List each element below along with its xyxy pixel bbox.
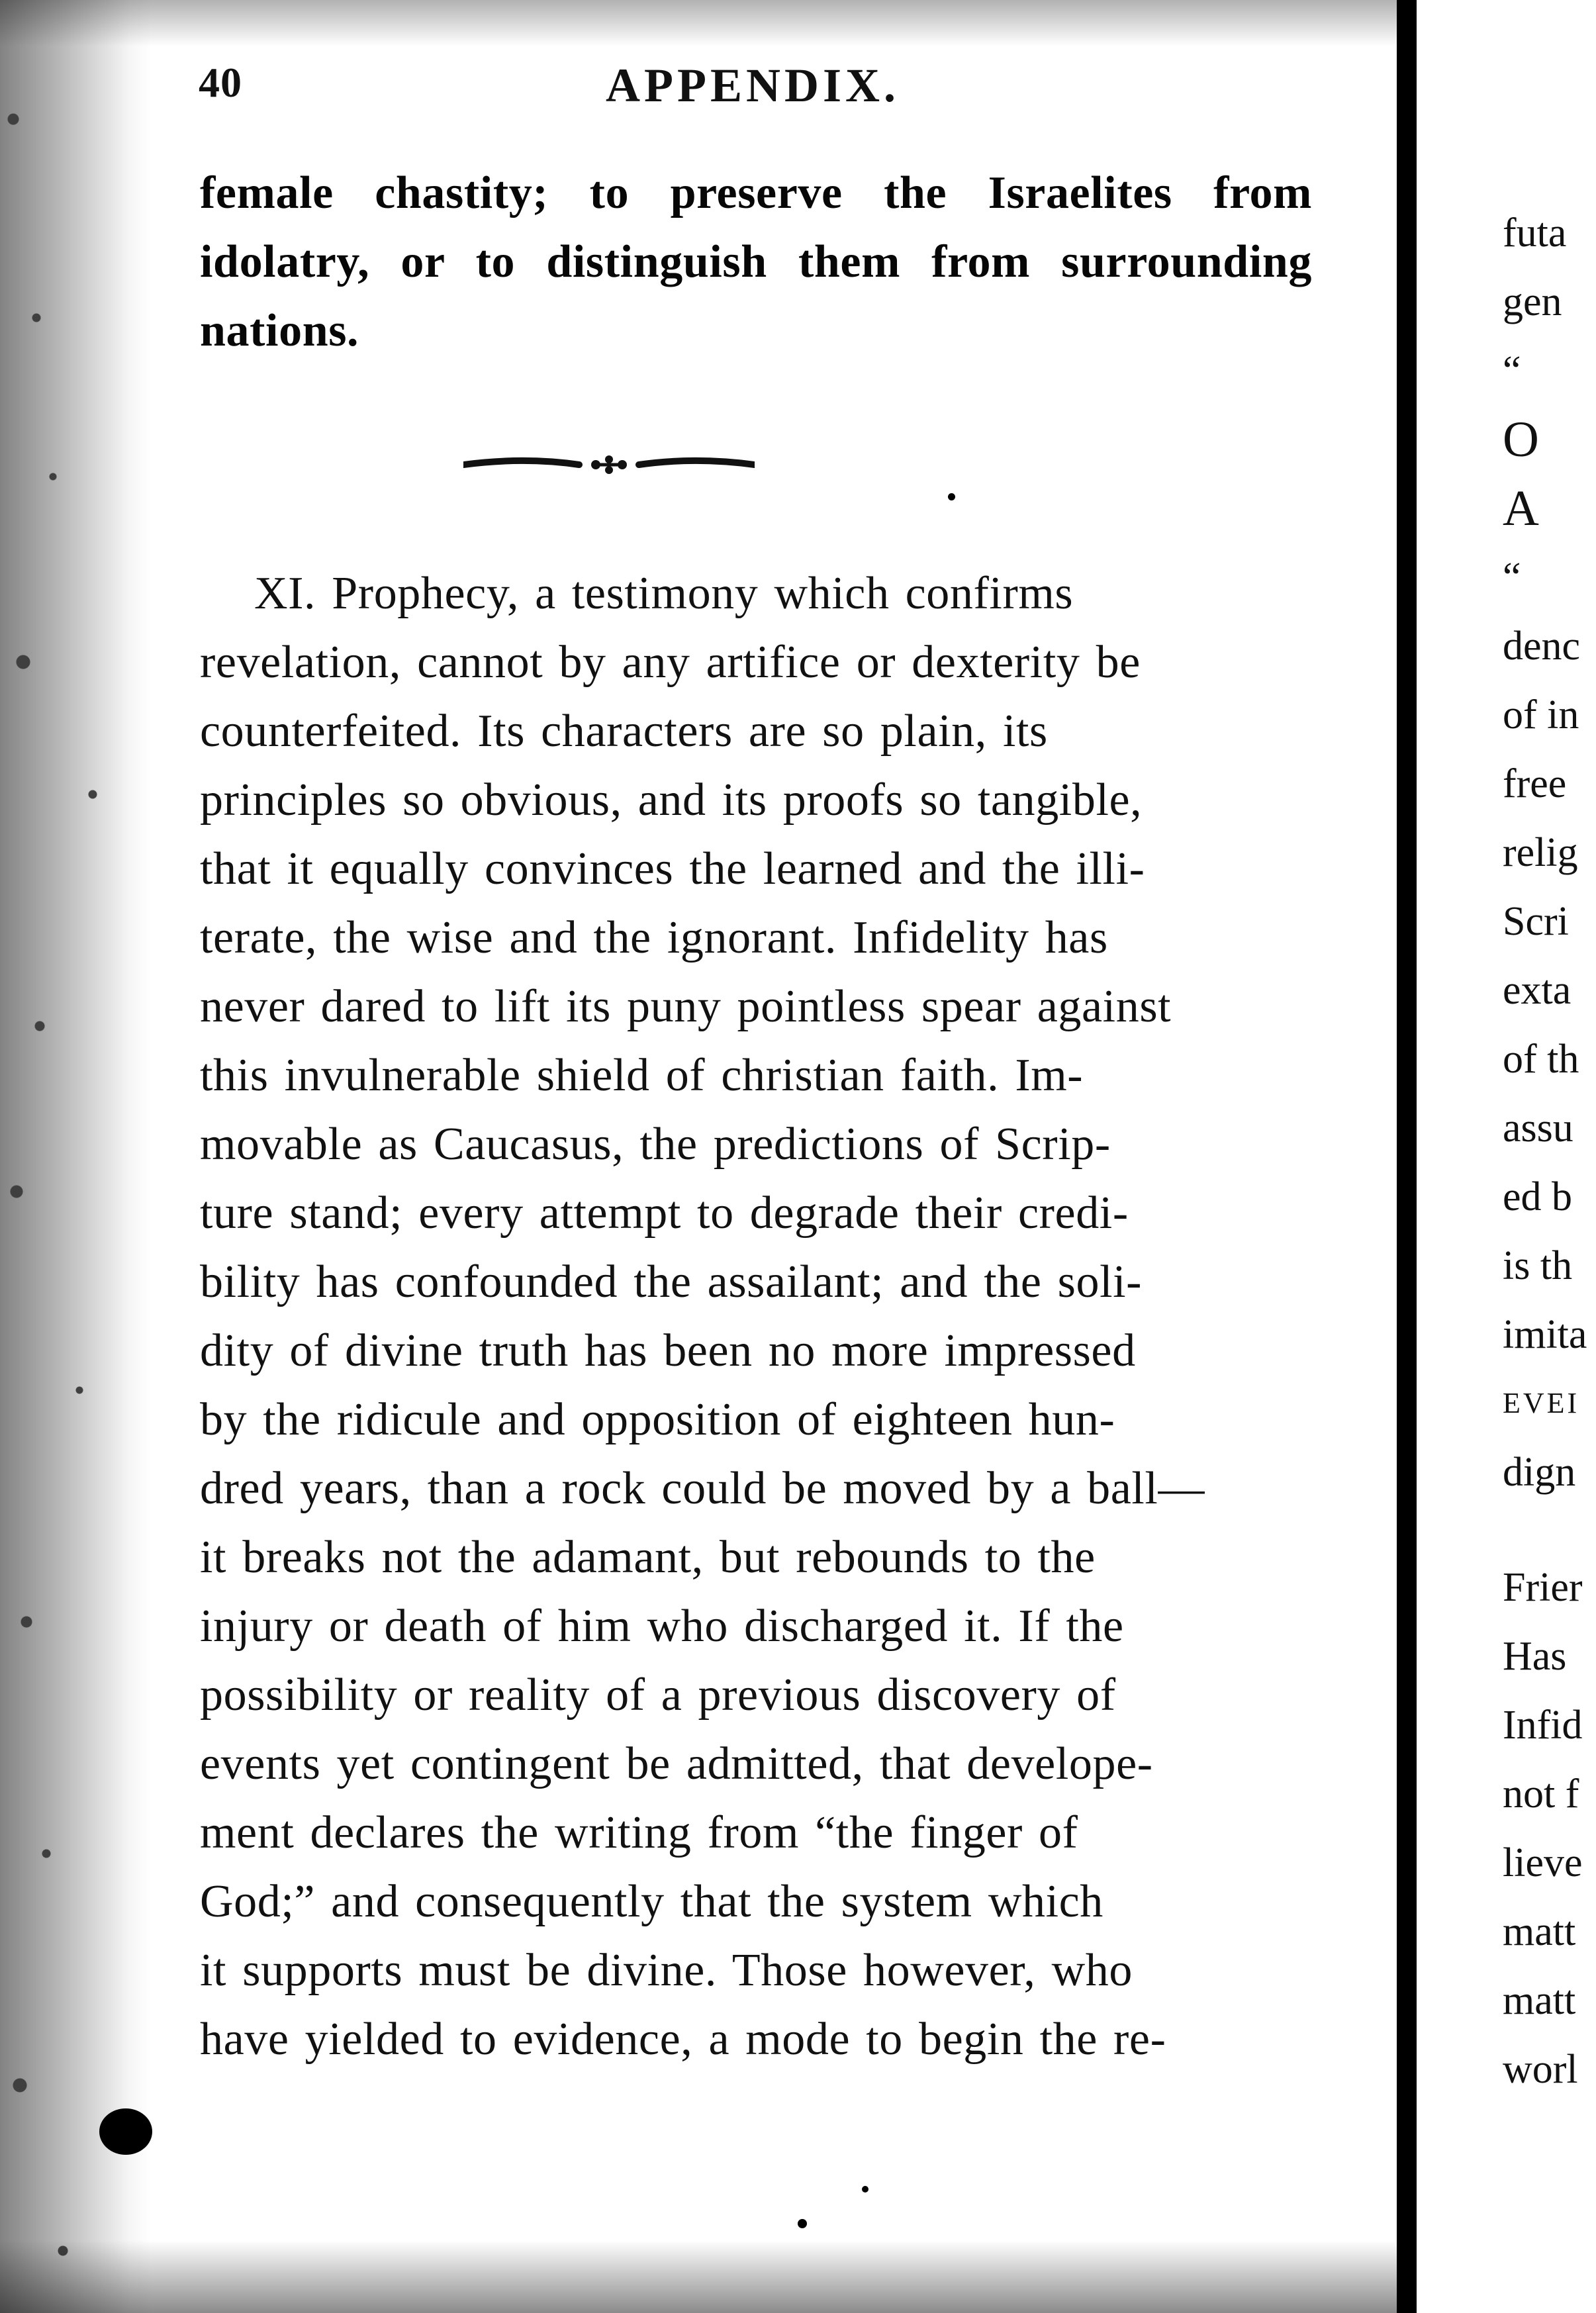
right-paragraph-gap [1503, 1507, 1595, 1553]
bottom-edge-noise [0, 2240, 1397, 2313]
section-line: that it equally convinces the learned and the illi- [200, 843, 1145, 894]
page-header [199, 58, 1324, 138]
ink-blot [99, 2108, 152, 2155]
right-line: exta [1503, 968, 1572, 1013]
right-line: futa [1503, 211, 1567, 256]
right-line: assu [1503, 1106, 1573, 1151]
right-line: dign [1503, 1450, 1576, 1495]
ink-speck [862, 2186, 868, 2193]
section-line: it supports must be divine. Those however, who [200, 1945, 1133, 1996]
right-line: Frier [1503, 1565, 1583, 1610]
right-line: free [1503, 761, 1567, 806]
section-line: bility has confounded the assailant; and the soli- [200, 1256, 1143, 1307]
section-line: XI. Prophecy, a testimony which confirms [254, 568, 1074, 619]
left-edge-noise [0, 0, 152, 2313]
section-xi [200, 559, 1312, 2074]
right-line: matt [1503, 1978, 1576, 2023]
right-line: lieve [1503, 1840, 1583, 1885]
right-line: A [1503, 481, 1540, 536]
section-line: dred years, than a rock could be moved by a ball— [200, 1463, 1205, 1514]
section-line: ture stand; every attempt to degrade their credi- [200, 1188, 1129, 1239]
section-line: this invulnerable shield of christian faith. Im- [200, 1050, 1084, 1101]
right-line: matt [1503, 1909, 1576, 1954]
section-line: counterfeited. Its characters are so plain, its [200, 706, 1048, 757]
section-line: it breaks not the adamant, but rebounds to the [200, 1532, 1096, 1583]
ink-speck [798, 2219, 807, 2228]
right-line: “ [1503, 555, 1521, 600]
right-line: denc [1503, 624, 1581, 669]
right-line: worl [1503, 2047, 1578, 2092]
right-line: O [1503, 412, 1540, 467]
top-edge-noise [0, 0, 1397, 46]
section-line: terate, the wise and the ignorant. Infidelity has [200, 912, 1108, 963]
right-line: of in [1503, 692, 1579, 737]
right-line: relig [1503, 830, 1578, 875]
right-line: imita [1503, 1312, 1587, 1357]
section-line: God;” and consequently that the system which [200, 1876, 1103, 1927]
section-line: revelation, cannot by any artifice or dexterity be [200, 637, 1141, 688]
right-page-text-fragment [1503, 199, 1595, 2104]
section-line: events yet contingent be admitted, that develope- [200, 1738, 1153, 1789]
section-line: injury or death of him who discharged it. If the [200, 1601, 1124, 1652]
right-line: Has [1503, 1634, 1567, 1679]
right-line: Scri [1503, 899, 1569, 944]
right-line: not f [1503, 1771, 1579, 1817]
ink-speck [948, 493, 955, 500]
section-line: never dared to lift its puny pointless spear against [200, 981, 1172, 1032]
right-line: “ [1503, 348, 1521, 393]
right-line: of th [1503, 1037, 1579, 1082]
section-line: ment declares the writing from “the finger of [200, 1807, 1078, 1858]
right-line: EVEI [1503, 1387, 1580, 1419]
page-number: 40 [199, 59, 242, 106]
section-divider-ornament [463, 450, 755, 477]
section-line: principles so obvious, and its proofs so tangible, [200, 775, 1143, 826]
right-line: ed b [1503, 1174, 1573, 1219]
section-line: have yielded to evidence, a mode to begin the re- [200, 2014, 1166, 2065]
top-paragraph [200, 159, 1312, 365]
section-line: by the ridicule and opposition of eighteen hun- [200, 1394, 1115, 1445]
section-line: movable as Caucasus, the predictions of Scrip- [200, 1119, 1111, 1170]
right-line: Infid [1503, 1703, 1583, 1748]
running-title: APPENDIX. [606, 59, 900, 112]
top-paragraph-text: female chastity; to preserve the Israelites from idolatry, or to distinguish them from surrounding nations. [200, 167, 1312, 356]
right-line: is th [1503, 1243, 1573, 1288]
section-line: dity of divine truth has been no more impressed [200, 1325, 1136, 1376]
right-line: gen [1503, 279, 1562, 324]
section-line: possibility or reality of a previous discovery of [200, 1670, 1116, 1721]
